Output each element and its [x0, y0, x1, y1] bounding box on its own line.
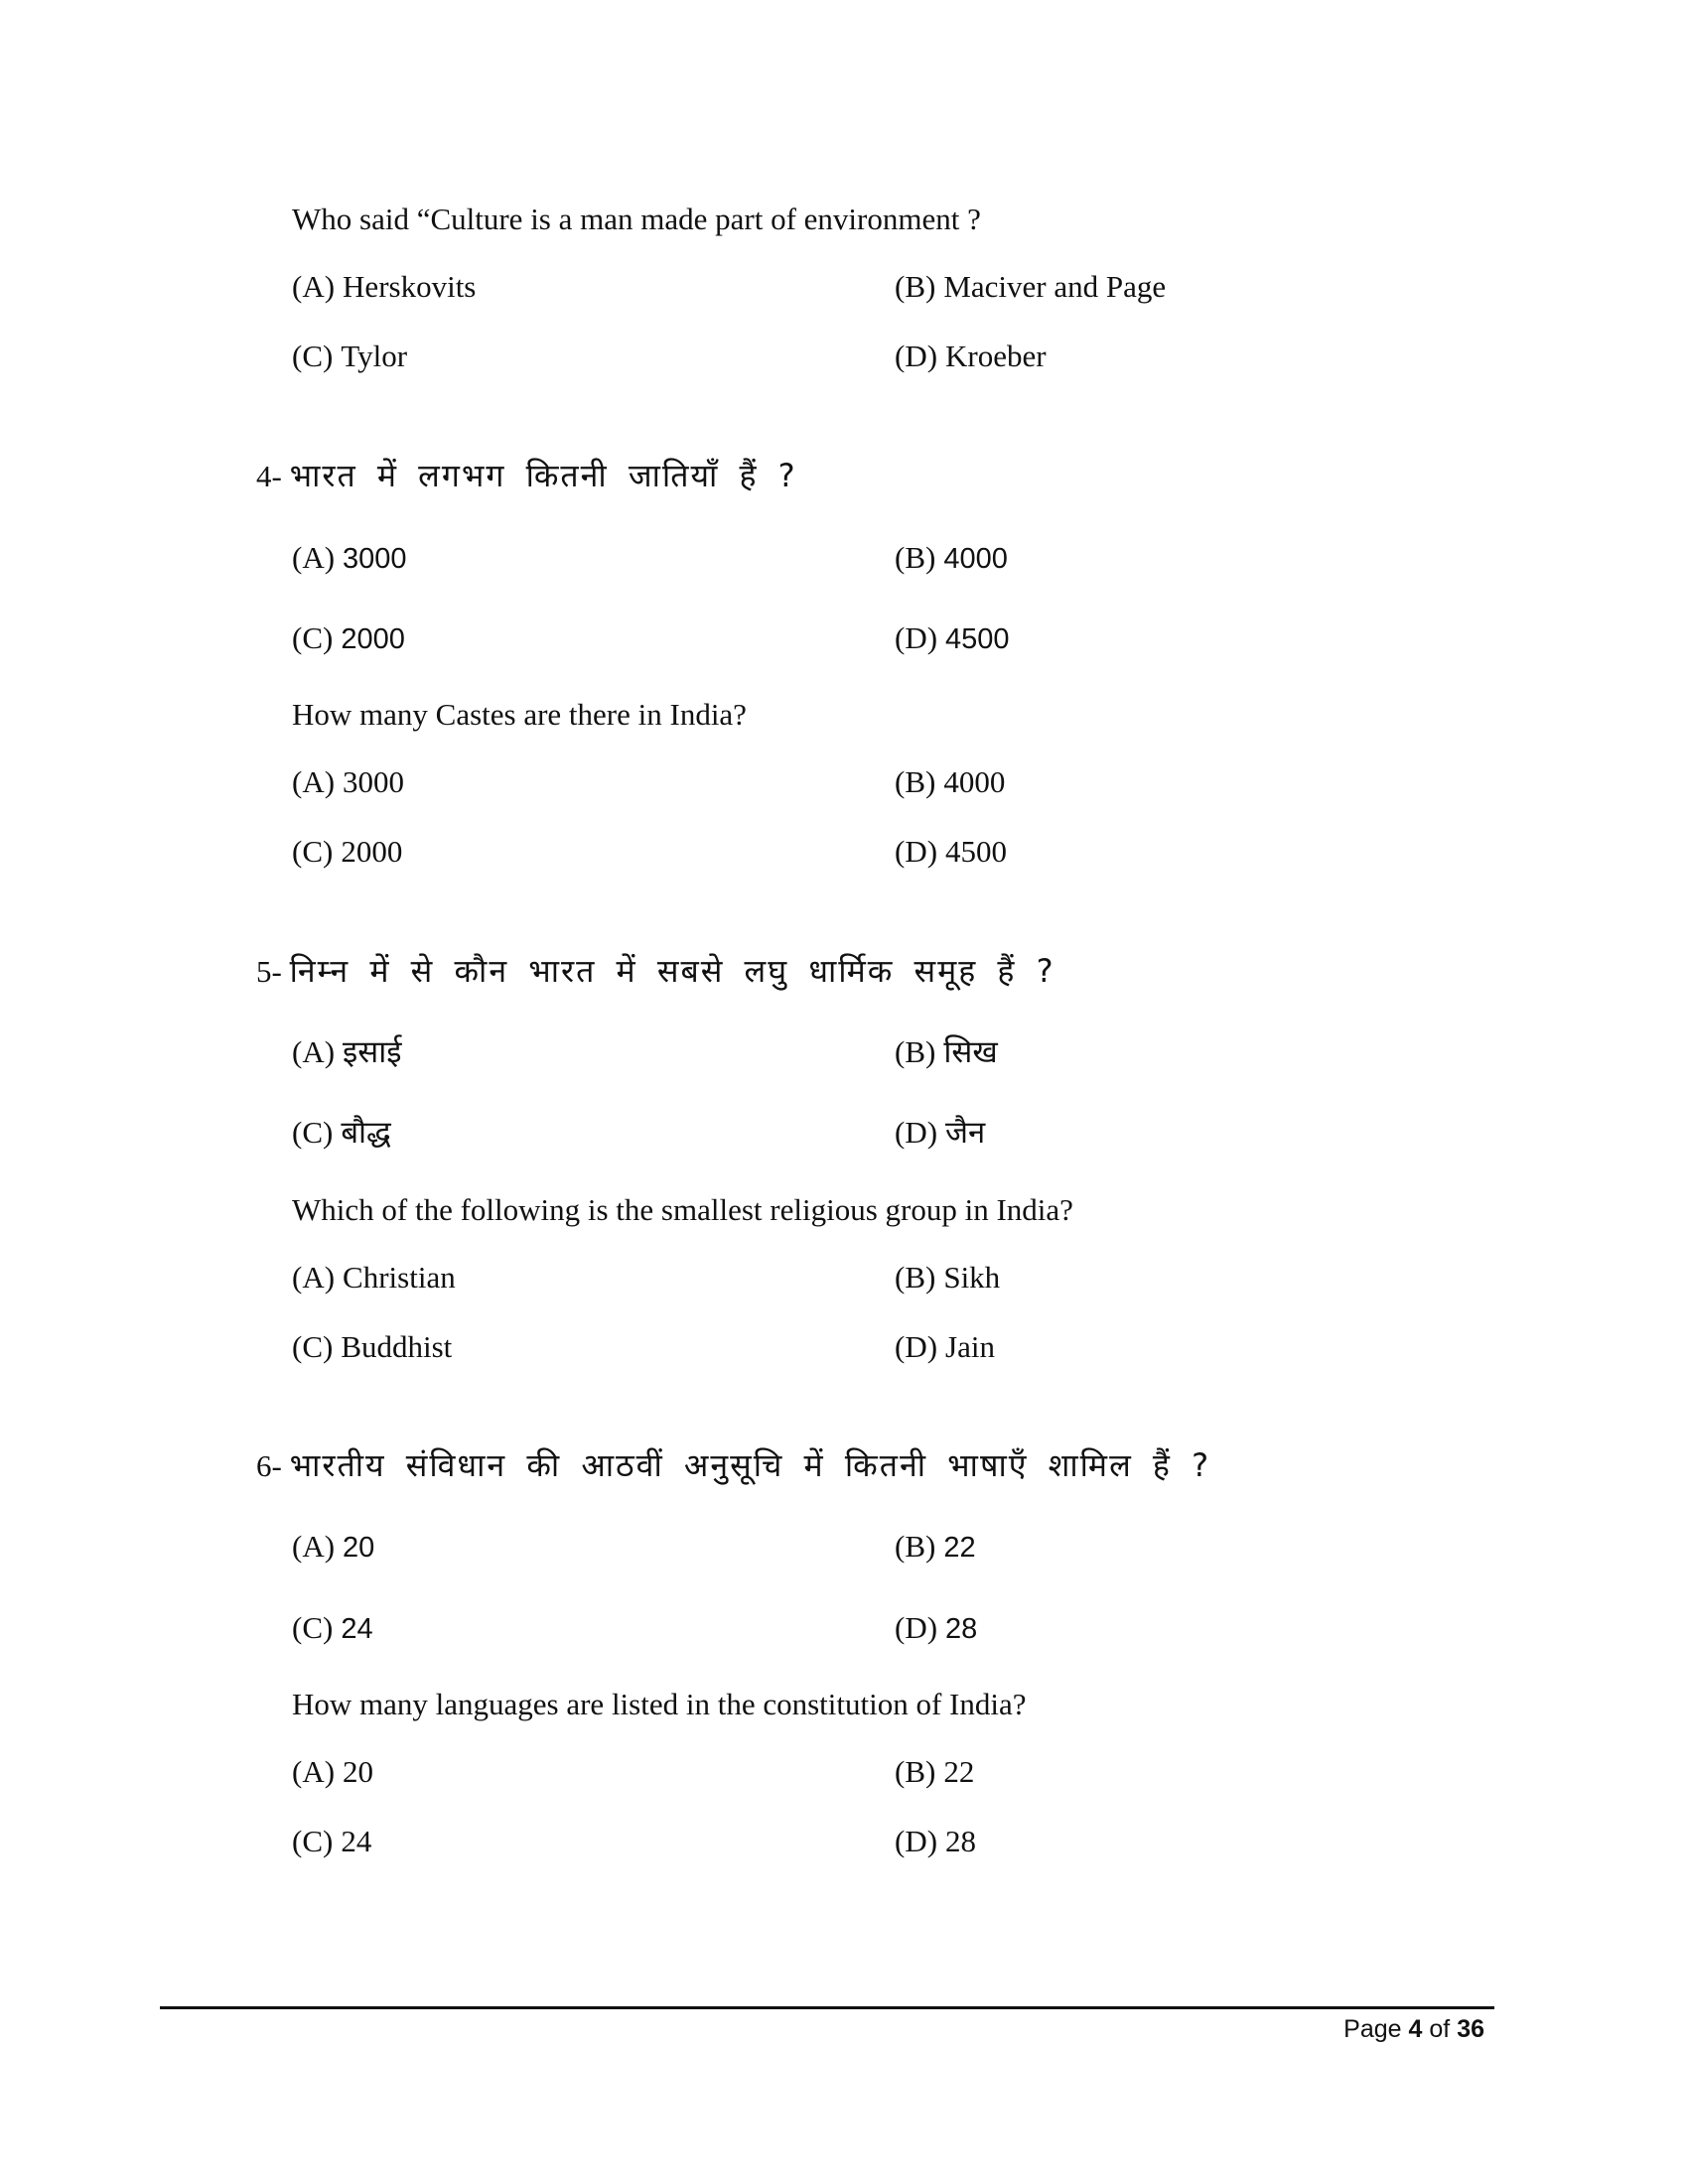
option-label: (D)	[895, 1824, 938, 1858]
q5-english-option-d	[895, 1327, 995, 1367]
option-label: (B)	[895, 1034, 936, 1069]
option-text: 22	[943, 1754, 975, 1789]
q3-english-option-c	[292, 337, 407, 376]
option-label: (B)	[895, 540, 936, 575]
footer-divider	[160, 2006, 1494, 2009]
q4-english-option-d	[895, 832, 1007, 872]
q4-english-question: How many Castes are there in India?	[292, 697, 747, 732]
q5-english-option-b	[895, 1258, 1000, 1297]
option-text: 24	[341, 1613, 373, 1645]
option-text: 4500	[945, 623, 1010, 655]
option-label: (C)	[292, 620, 334, 655]
q6-english-option-d	[895, 1822, 976, 1861]
option-label: (C)	[292, 1115, 334, 1150]
page-total: 36	[1457, 2015, 1484, 2043]
option-text: Jain	[945, 1329, 995, 1364]
option-text: 22	[943, 1532, 976, 1564]
q3-english-option-d	[895, 337, 1047, 376]
option-text: 4000	[943, 543, 1008, 575]
option-text: Herskovits	[343, 269, 477, 304]
option-text: 24	[341, 1824, 372, 1858]
question-number: 6-	[256, 1448, 282, 1483]
q6-hindi-option-b	[895, 1527, 976, 1568]
option-label: (C)	[292, 834, 334, 869]
option-label: (B)	[895, 1529, 936, 1564]
q4-hindi-option-b	[895, 538, 1008, 579]
q6-hindi-question	[256, 1445, 1210, 1486]
option-text: 20	[343, 1754, 374, 1789]
q4-hindi-option-d	[895, 618, 1010, 659]
option-text: 20	[343, 1532, 375, 1564]
option-label: (C)	[292, 339, 334, 373]
of-word: of	[1429, 2015, 1451, 2043]
option-label: (A)	[292, 269, 336, 304]
option-label: (D)	[895, 1610, 938, 1645]
option-label: (D)	[895, 620, 938, 655]
option-label: (B)	[895, 269, 936, 304]
q5-english-option-c	[292, 1327, 452, 1367]
option-label: (B)	[895, 1754, 936, 1789]
q4-english-option-b	[895, 762, 1005, 802]
question-text-hindi: भारत में लगभग कितनी जातियाँ हैं ?	[289, 457, 797, 494]
q6-english-option-b	[895, 1752, 974, 1792]
option-label: (A)	[292, 764, 336, 799]
option-label: (C)	[292, 1329, 334, 1364]
q6-english-option-a	[292, 1752, 373, 1792]
q3-english-option-b	[895, 267, 1166, 307]
q5-hindi-option-a	[292, 1032, 401, 1072]
option-text: 4000	[943, 764, 1006, 799]
option-text: सिख	[943, 1034, 998, 1070]
q6-hindi-option-c	[292, 1608, 373, 1649]
option-label: (D)	[895, 1329, 938, 1364]
option-text: Kroeber	[945, 339, 1047, 373]
q4-hindi-question	[256, 456, 797, 496]
option-text: Tylor	[341, 339, 408, 373]
q4-hindi-option-c	[292, 618, 405, 659]
q5-english-question: Which of the following is the smallest religious group in India?	[292, 1192, 1073, 1227]
q6-english-question: How many languages are listed in the constitution of India?	[292, 1687, 1027, 1721]
q5-hindi-question	[256, 951, 1055, 992]
option-text: 2000	[341, 834, 403, 869]
question-text-hindi: निम्न में से कौन भारत में सबसे लघु धार्मिक समूह हैं ?	[289, 952, 1055, 990]
question-text-hindi: भारतीय संविधान की आठवीं अनुसूचि में कितनी भाषाएँ शामिल हैं ?	[289, 1446, 1211, 1484]
option-label: (C)	[292, 1610, 334, 1645]
option-label: (A)	[292, 1034, 336, 1069]
option-label: (A)	[292, 540, 336, 575]
option-label: (A)	[292, 1529, 336, 1564]
q6-english-option-c	[292, 1822, 371, 1861]
option-label: (A)	[292, 1260, 336, 1295]
option-text: 3000	[343, 543, 407, 575]
option-text: Sikh	[943, 1260, 1001, 1295]
option-text: Maciver and Page	[943, 269, 1167, 304]
q5-english-option-a	[292, 1258, 456, 1297]
q5-hindi-option-d	[895, 1113, 985, 1153]
q5-hindi-option-c	[292, 1113, 391, 1153]
page-word: Page	[1343, 2015, 1402, 2043]
option-text: 4500	[945, 834, 1008, 869]
q5-hindi-option-b	[895, 1032, 998, 1072]
q3-english-option-a	[292, 267, 476, 307]
option-text: 28	[945, 1613, 978, 1645]
option-label: (A)	[292, 1754, 336, 1789]
q6-hindi-option-d	[895, 1608, 977, 1649]
option-text: बौद्ध	[341, 1115, 391, 1151]
q3-english-question: Who said “Culture is a man made part of environment ?	[292, 202, 981, 236]
option-label: (D)	[895, 834, 938, 869]
option-text: Buddhist	[341, 1329, 453, 1364]
option-label: (D)	[895, 339, 938, 373]
option-text: 3000	[343, 764, 405, 799]
option-label: (B)	[895, 764, 936, 799]
option-text: जैन	[945, 1115, 986, 1151]
q4-hindi-option-a	[292, 538, 407, 579]
option-text: 28	[945, 1824, 977, 1858]
q6-hindi-option-a	[292, 1527, 374, 1568]
option-label: (C)	[292, 1824, 334, 1858]
option-label: (B)	[895, 1260, 936, 1295]
question-number: 4-	[256, 459, 282, 493]
question-number: 5-	[256, 954, 282, 989]
option-label: (D)	[895, 1115, 938, 1150]
option-text: Christian	[343, 1260, 456, 1295]
page-current: 4	[1408, 2015, 1423, 2043]
option-text: इसाई	[343, 1034, 402, 1070]
page-number	[1343, 2013, 1484, 2045]
option-text: 2000	[341, 623, 405, 655]
q4-english-option-c	[292, 832, 402, 872]
q4-english-option-a	[292, 762, 404, 802]
